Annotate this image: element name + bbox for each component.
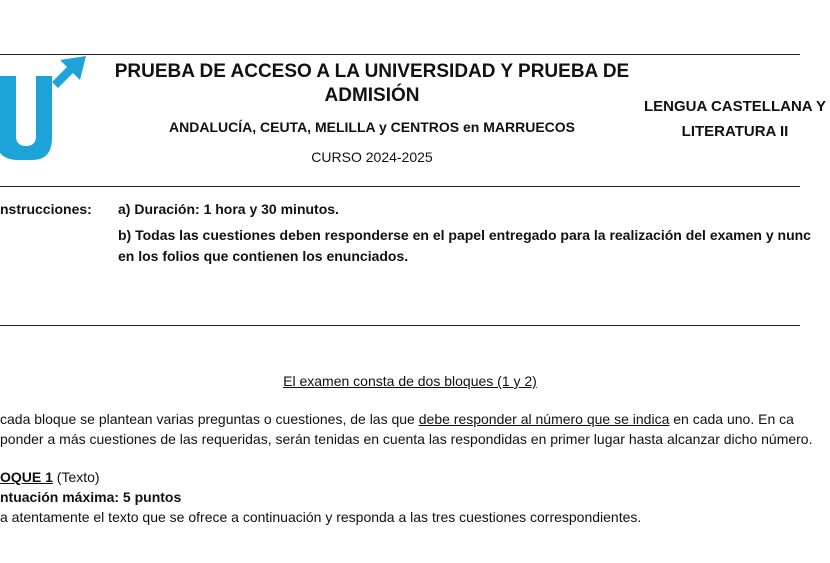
exam-title: PRUEBA DE ACCESO A LA UNIVERSIDAD Y PRUEBA DE ADMISIÓN [114,61,630,106]
para-line1-pre: cada bloque se plantean varias preguntas o cuestiones, de las que [0,411,419,427]
exam-structure-heading: El examen consta de dos bloques (1 y 2) [283,373,537,389]
instructions-bottom-rule [0,325,800,326]
top-rule [0,54,800,55]
exam-course: CURSO 2024-2025 [311,149,433,165]
bloque-1-instruction: a atentamente el texto que se ofrece a continuación y responda a las tres cuestiones correspondientes. [0,509,642,525]
instruction-b-line2: en los folios que contienen los enunciados. [118,248,409,264]
instructions-label: nstrucciones: [0,201,92,217]
bloque-1-label: OQUE 1 [0,469,53,485]
general-instructions-line2: ponder a más cuestiones de las requeridas, serán tenidas en cuenta las respondidas en primer lugar hasta alcanzar dicho número. [0,431,813,447]
bloque-1-heading [0,469,100,485]
max-score: ntuación máxima: 5 puntos [0,489,182,505]
para-line1-underlined: debe responder al número que se indica [418,411,670,427]
instruction-b-line1: b) Todas las cuestiones deben responderse en el papel entregado para la realización del examen y nunc [118,227,811,243]
general-instructions-line1 [0,411,794,427]
para-line1-post: en cada uno. En ca [669,411,794,427]
instruction-a: a) Duración: 1 hora y 30 minutos. [118,201,339,217]
university-logo [0,56,90,166]
header-bottom-rule [0,186,800,187]
exam-subject: LENGUA CASTELLANA Y LITERATURA II [644,98,826,140]
bloque-1-sub: (Texto) [52,469,100,485]
exam-region: ANDALUCÍA, CEUTA, MELILLA y CENTROS en MARRUECOS [169,119,575,135]
